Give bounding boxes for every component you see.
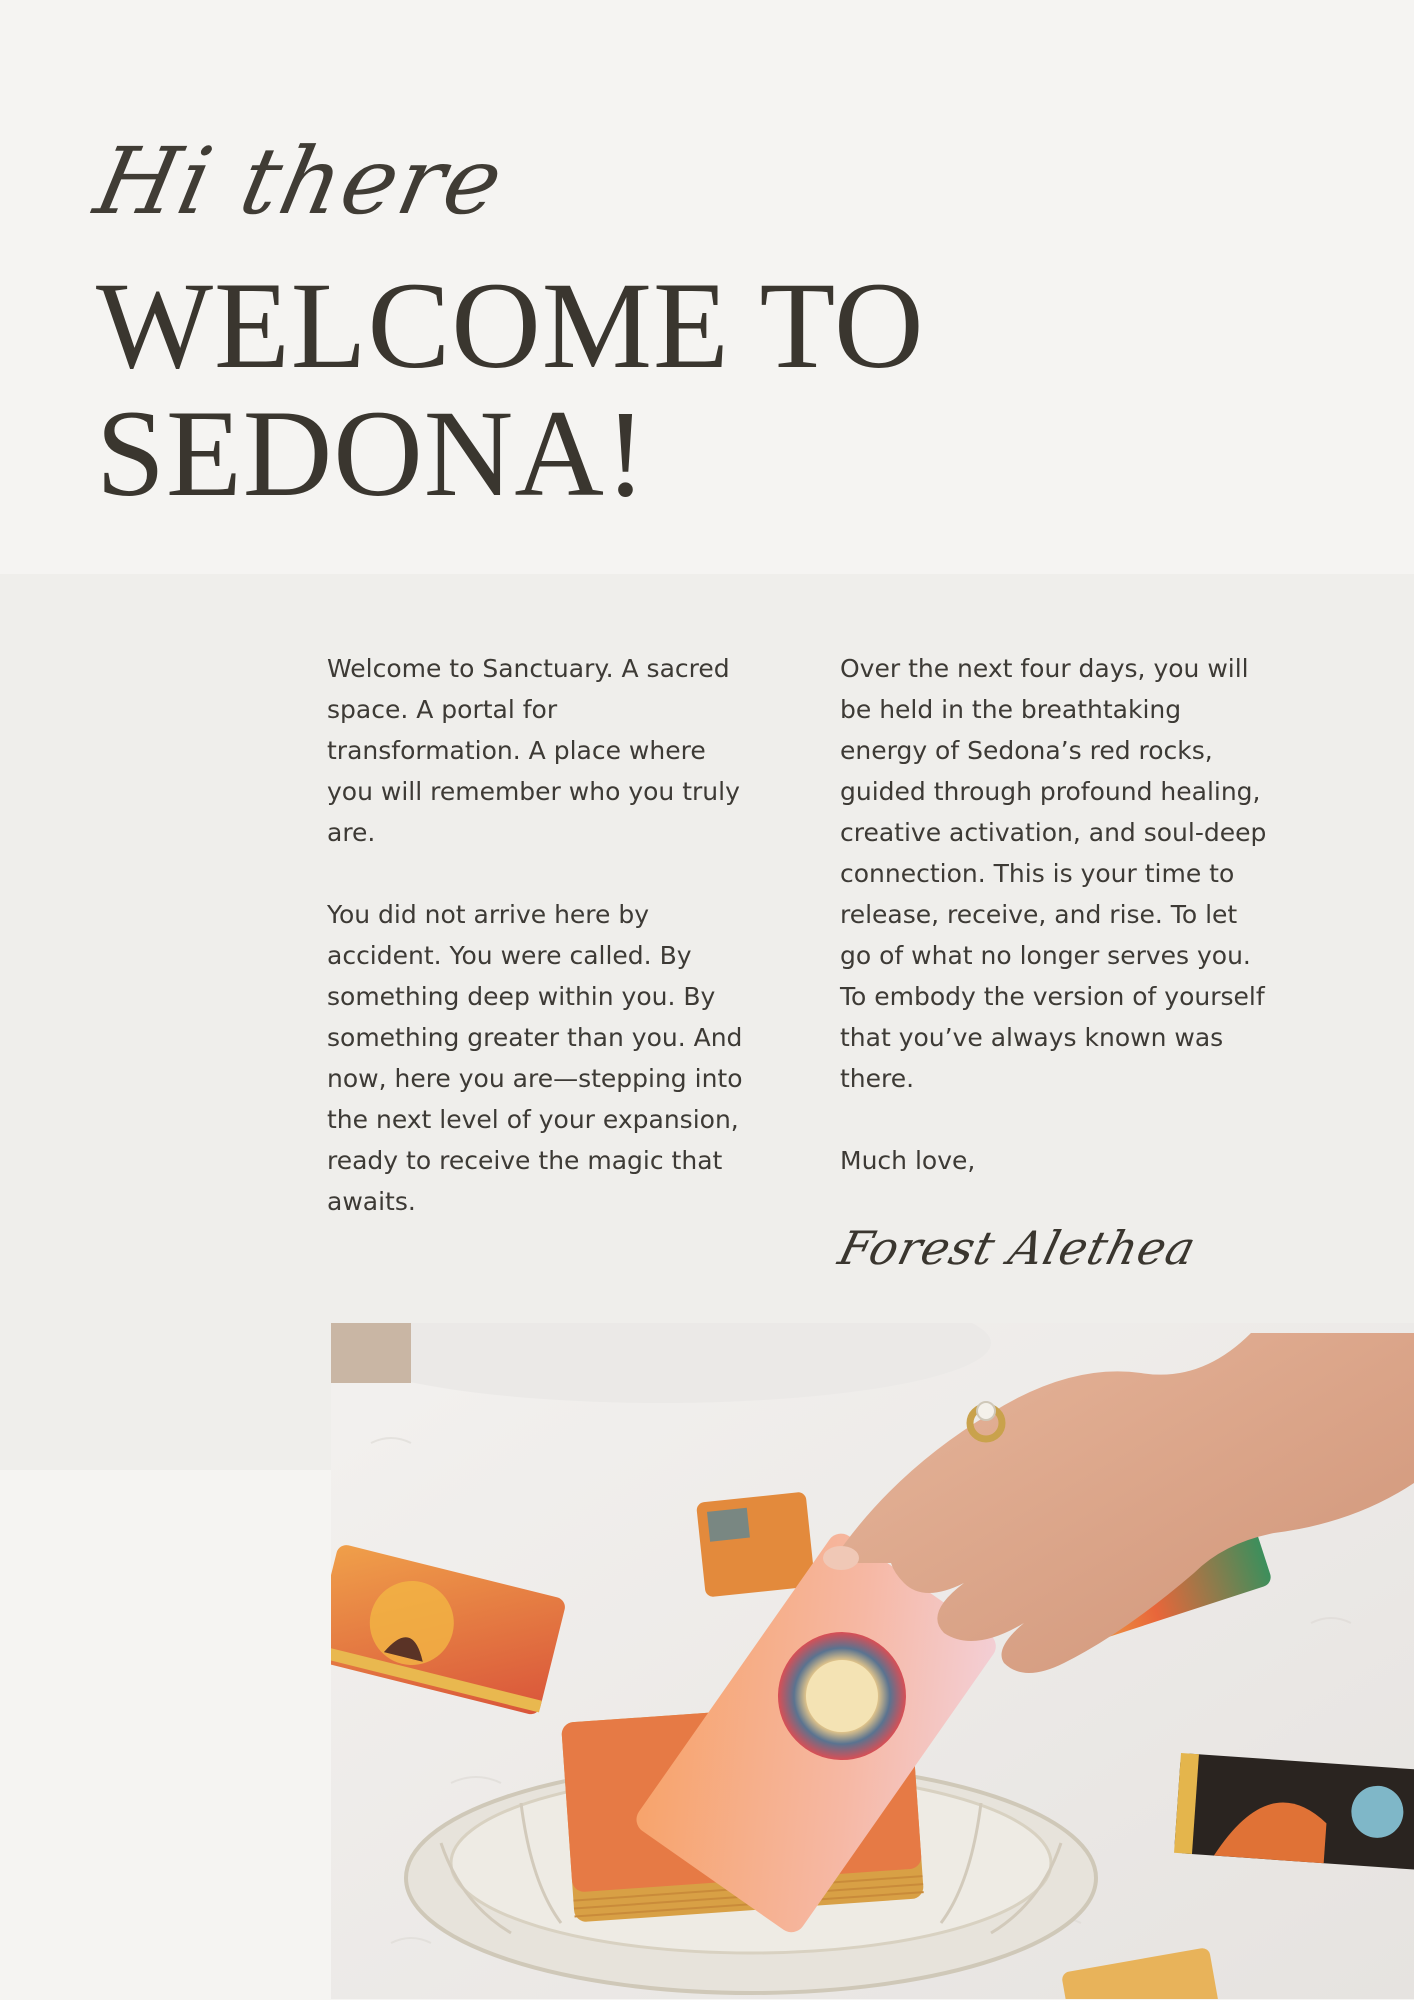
signature: Forest Alethea [833, 1221, 1202, 1275]
paragraph: Welcome to Sanctuary. A sacred space. A portal for transformation. A place where you will remember who you truly are. [327, 654, 740, 847]
letter-column-right [833, 648, 1270, 1276]
page-title [96, 257, 925, 522]
greeting-script: Hi there [86, 128, 514, 235]
paragraph: You did not arrive here by accident. You were called. By something deep within you. By something greater than you. And now, here you are—stepping into the next level of your expansion, ready to receive the magic that awaits. [327, 900, 743, 1216]
oracle-cards-photo [331, 1323, 1414, 1999]
letter-column-left [327, 648, 757, 1263]
title-line-2: SEDONA! [96, 385, 648, 522]
paragraph: Over the next four days, you will be held in the breathtaking energy of Sedona’s red rocks, guided through profound healing, creative activation, and soul-deep connection. This is your time to release, receive, and rise. To let go of what no longer serves you. To embody the version of yourself that you’ve always known was there. [840, 654, 1267, 1093]
signoff: Much love, [840, 1146, 976, 1175]
title-line-1: WELCOME TO [96, 257, 925, 394]
